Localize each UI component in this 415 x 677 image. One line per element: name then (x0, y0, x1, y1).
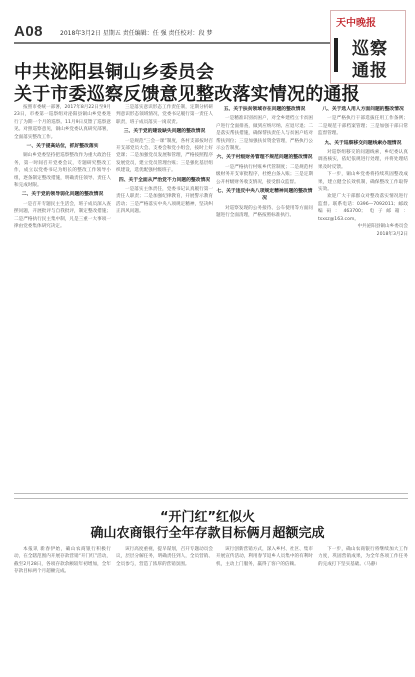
article2-column-4 (318, 546, 408, 672)
paragraph: 对巡察组移交的问题线索，乡纪委认真调查核实，依纪依规进行处理，并将处理结果及时反馈。 (318, 150, 408, 170)
page-number: A08 (14, 23, 44, 40)
section-heading: 三、关于党的建设缺失问题的整改情况 (123, 129, 206, 135)
section-heading: 八、关于选人用人方面问题的整改情况 (322, 107, 404, 112)
section-heading: 七、关于违反中央八项规定精神问题的整改情况 (216, 189, 313, 202)
article2-column-3 (216, 546, 313, 672)
section-heading: 二、关于党的领导弱化问题的整改情况 (21, 192, 104, 198)
divider-rule (14, 493, 408, 494)
article2-column-2 (116, 546, 213, 672)
dateline: 2018年3月2日 星期五 责任编辑：任 强 责任校对：段 梦 (60, 30, 213, 37)
paragraph: 该行高度重视，提早谋划，召开专题动员会议，层层分解任务，明确责任到人，全员营销、全员参与，营造了浓厚的营销氛围。 (116, 547, 213, 567)
article1-title-line2: 关于市委巡察反馈意见整改落实情况的通报 (14, 84, 360, 105)
paragraph: 对巡察发现的公务接待、公车使用等方面问题进行全面清理，严格按照标准执行。 (216, 205, 313, 219)
paragraph: 一是严格执行干部选拔任用工作条例；二是规范干部档案管理；三是加强干部日常监督管理。 (318, 116, 408, 137)
paragraph: 按照市委统一部署，2017年8月22日至9月23日，市委第一巡察组对泌阳县铜山乡党委进行了为期一个月的巡察。11月9日反馈了巡察意见。对照巡察意见，铜山乡党委认真研究部署，全面落实整改工作。 (14, 105, 111, 140)
column-logo (330, 10, 406, 84)
article1-column-4 (318, 104, 408, 490)
article2-title-line2: 确山农商银行全年存款目标俩月超额完成 (90, 526, 325, 541)
section-heading: 六、关于村级财务管理不规范问题的整改情况 (216, 155, 313, 161)
article1-title-line1: 中共泌阳县铜山乡委员会 (14, 62, 215, 83)
signature: 中共泌阳县铜山乡委员会 (357, 224, 408, 230)
logo-brand: 天中晚报 (336, 18, 376, 29)
section-heading: 四、关于全面从严治党不力问题的整改情况 (118, 177, 211, 183)
article2-title-line1: “开门红”红似火 (159, 510, 256, 525)
logo-line1: 巡察 (352, 39, 388, 59)
paragraph: 铜山乡党委坚持把巡察整改作为重大政治任务，第一时间召开党委会议，专题研究整改工作，成立以党委书记为组长的整改工作领导小组，逐条制定整改措施，明确责任领导、责任人和完成时限。 (14, 153, 111, 189)
paragraph: 下一步，铜山乡党委将持续巩固整改成果，建立健全长效机制，确保整改工作取得实效。 (318, 172, 408, 193)
section-heading: 一、关于提高站位，抓好整改落实 (26, 144, 99, 150)
section-heading: 九、关于巡察移交问题线索办理情况 (324, 140, 402, 146)
article2-column-1 (14, 546, 111, 672)
logo-line2: 通报 (352, 61, 388, 81)
paragraph: 一是规范“三会一课”制度，各村支部按时召开支部党员大会、支委会和党小组会，按时上好党课；二是加强党员发展和管理，严格按照程序发展党员，建立党员管理台账；三是强化基层组织建设，选优配强村级班子。 (116, 138, 213, 174)
paragraph: 一是精准识别贫困户，对全乡建档立卡贫困户进行全面排查，做到应纳尽纳、应退尽退；二是落实帮扶措施，确保帮扶责任人与贫困户结对帮扶到位；三是加强扶贫资金管理，严格执行公示公告制度。 (216, 116, 313, 152)
paragraph: 一是严格执行村账乡代管制度；二是规范村级财务开支审批程序，杜绝白条入账；三是定期公开村级财务收支情况，接受群众监督。 (216, 164, 313, 185)
divider-rule (14, 498, 408, 499)
paragraph: 三是落实意识形态工作责任制，定期分析研判意识形态领域情况，党委书记履行第一责任人职责，班子成员落实一岗双责。 (116, 105, 213, 125)
article1-column-3 (216, 104, 313, 490)
signature-date: 2018年3月2日 (376, 231, 408, 237)
paragraph: 一是召开专题民主生活会，班子成员深入查摆问题，开展批评与自我批评，制定整改措施；二是严格执行民主集中制，凡是三重一大事项一律由党委集体研究决定。 (14, 201, 111, 230)
paragraph: 下一步，确山农商银行将继续加大工作力度，巩固营销成果，为全年各项工作任务的完成打下坚实基础。（马静） (318, 547, 408, 567)
paragraph: 该行创新营销方式，深入乡村、社区、集市开展宣传活动，利用春节返乡人员集中的有利时机，主动上门服务，赢得了客户的信赖。 (216, 547, 313, 567)
paragraph: 本报讯 新春伊始，确山农商银行积极行动，在全辖范围内开展存款营销“开门红”活动，截至2月28日，各项存款余额较年初增加，全年存款目标两个月超额完成。 (14, 547, 111, 575)
section-heading: 五、关于扶贫领域存在问题的整改情况 (223, 107, 306, 112)
article1-column-1 (14, 104, 111, 490)
logo-bar (334, 38, 338, 72)
paragraph: 欢迎广大干部群众对整改落实情况进行监督。联系电话：0396—7092011；邮政编码：463700；电子邮箱：tsxsz@163.com。 (318, 194, 408, 222)
article1-column-2 (116, 104, 213, 490)
paragraph: 一是落实主体责任，党委书记认真履行第一责任人职责；二是加强纪律教育，开展警示教育活动；三是严格落实中央八项规定精神，坚决纠正四风问题。 (116, 187, 213, 215)
